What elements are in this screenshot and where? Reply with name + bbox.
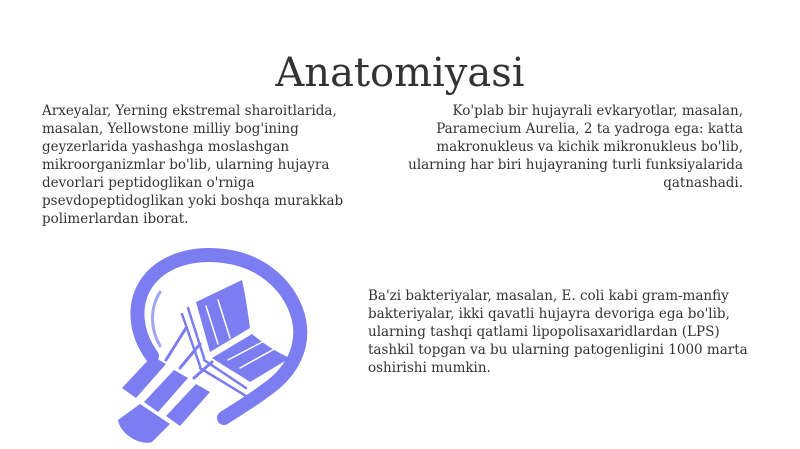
bulb-base bbox=[118, 356, 210, 443]
paragraph-bacteria: Ba'zi bakteriyalar, masalan, E. coli kabi gram-manfiy bakteriyalar, ikki qavatli hujayra devoriga ega bo'lib, ularning tashqi qatlami lipopolisaxaridlardan (LPS) tashkil topgan va bu ularning patogenligini 1000 marta oshirishi mumkin. bbox=[368, 288, 748, 376]
paragraph-eukaryotes: Ko'plab bir hujayrali evkaryotlar, masalan, Paramecium Aurelia, 2 ta yadroga ega: katta makronukleus va kichik mikronukleus bo'lib, ularning har biri hujayraning turli funksiyalarida qatnashadi. bbox=[408, 103, 743, 191]
lightbulb-book-icon bbox=[100, 248, 315, 449]
paragraph-archaea: Arxeyalar, Yerning ekstremal sharoitlarida, masalan, Yellowstone milliy bog'ining geyzerlarida yashashga moslashgan mikroorganizmlar bo'lib, ularning hujayra devorlari peptidoglikan o'rniga psevdopeptidoglikan yoki boshqa murakkab polimerlardan iborat. bbox=[42, 103, 344, 227]
slide-title: Anatomiyasi bbox=[275, 49, 525, 96]
